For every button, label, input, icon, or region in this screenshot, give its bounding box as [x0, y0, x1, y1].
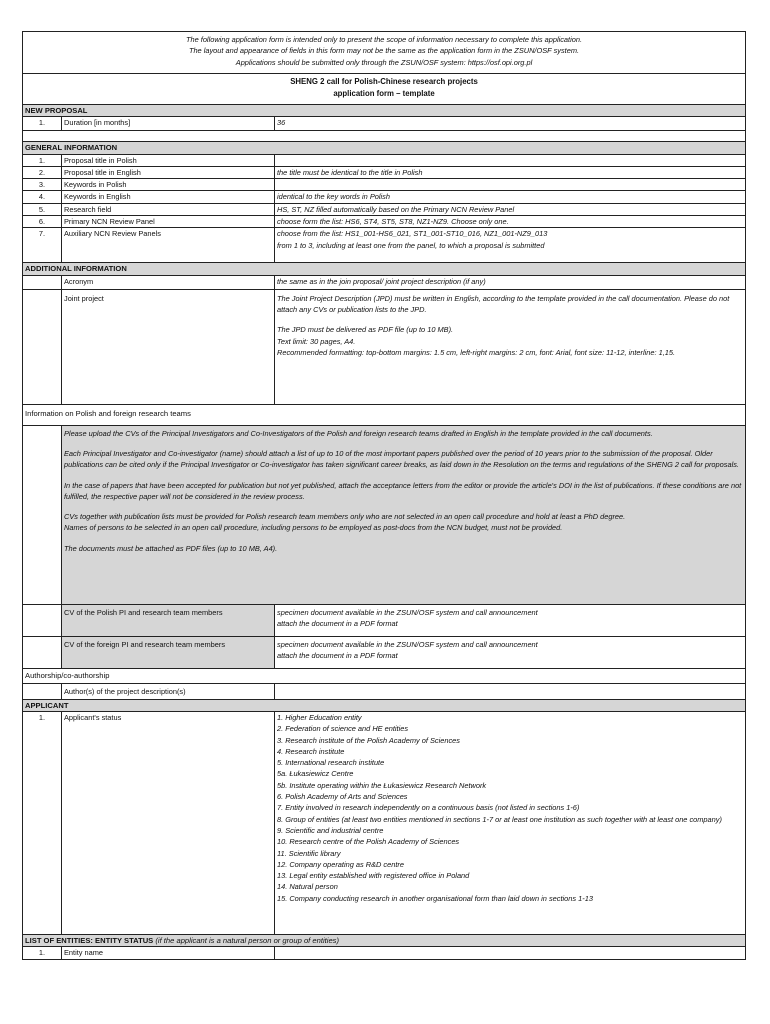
form-row [23, 228, 746, 263]
entities-header-title: LIST OF ENTITIES: ENTITY STATUS [25, 935, 154, 945]
joint-project-hint-1: The Joint Project Description (JPD) must be written in English, according to the template provided in the call documentation. Please do not attach any CVs or publication lists to the JPD. [277, 293, 730, 314]
joint-project-pdf-note: The JPD must be delivered as PDF file (up to 10 MB). [277, 325, 454, 335]
cv-polish-hint-2: attach the document in a PDF format [277, 618, 398, 628]
field-label: Acronym [62, 275, 275, 289]
auxiliary-panels-hint-1: choose from the list: HS1_001-HS6_021, ST1_001-ST10_016, NZ1_001-NZ9_013 [277, 229, 548, 239]
field-label: Auxiliary NCN Review Panels [62, 228, 275, 263]
status-option[interactable]: 1. Higher Education entity [277, 712, 362, 722]
row-number: 1. [23, 117, 62, 131]
field-value-title-en[interactable]: the title must be identical to the title in Polish [275, 166, 746, 178]
form-row [23, 604, 746, 636]
row-number: 7. [23, 228, 62, 263]
teams-instructions-row [23, 425, 746, 604]
status-option[interactable]: 13. Legal entity established with registered office in Poland [277, 871, 470, 881]
form-title-line-1: SHENG 2 call for Polish-Chinese research projects [290, 77, 478, 86]
field-value-title-pl[interactable] [275, 154, 746, 166]
status-option[interactable]: 5a. Łukasiewicz Centre [277, 769, 354, 779]
section-header [23, 934, 746, 946]
cv-polish-hint-1: specimen document available in the ZSUN/OSF system and call announcement [277, 607, 538, 617]
field-label: CV of the foreign PI and research team members [62, 636, 275, 668]
field-label: Duration [in months] [62, 117, 275, 131]
spacer-row [23, 131, 746, 142]
field-value-joint-project[interactable] [275, 289, 746, 404]
form-row [23, 166, 746, 178]
intro-line-3: Applications should be submitted only through the ZSUN/OSF system: https://osf.opi.org.pl [235, 57, 533, 67]
applicant-status-list [277, 712, 743, 904]
section-header: Information on Polish and foreign research teams [23, 404, 746, 425]
joint-project-hint-2 [277, 324, 743, 358]
form-row [23, 947, 746, 959]
field-value-cv-foreign[interactable] [275, 636, 746, 668]
teams-instruction-4a: CVs together with publication lists must be provided for Polish research team members only who are not selected in an open call procedure and hold at least a PhD degree. [64, 512, 626, 522]
form-table [22, 31, 746, 960]
status-option[interactable]: 12. Company operating as R&D centre [277, 859, 404, 869]
form-row [23, 117, 746, 131]
field-value-keywords-pl[interactable] [275, 179, 746, 191]
status-option[interactable]: 4. Research institute [277, 746, 345, 756]
row-number: 1. [23, 154, 62, 166]
title-row [23, 74, 746, 105]
field-label: Proposal title in English [62, 166, 275, 178]
field-value-authors[interactable] [275, 683, 746, 699]
status-option[interactable]: 3. Research institute of the Polish Academy of Sciences [277, 735, 460, 745]
row-number: 4. [23, 191, 62, 203]
joint-project-text-limit: Text limit: 30 pages, A4. [277, 336, 356, 346]
field-label: Entity name [62, 947, 275, 959]
field-value-entity-name[interactable] [275, 947, 746, 959]
section-general [23, 142, 746, 154]
intro-line-1: The following application form is intended only to present the scope of information necessary to complete this application. [185, 35, 583, 44]
field-label: Research field [62, 203, 275, 215]
status-option[interactable]: 2. Federation of science and HE entities [277, 724, 409, 734]
form-title [23, 74, 746, 105]
field-label: Applicant's status [62, 711, 275, 934]
form-row [23, 191, 746, 203]
auxiliary-panels-hint-2: from 1 to 3, including at least one from the panel, to which a proposal is submitted [277, 240, 545, 250]
joint-project-formatting: Recommended formatting: top-bottom margins: 1.5 cm, left-right margins: 2 cm, font: Arial, font size: 11-12, interline: 1,15. [277, 347, 676, 357]
field-label: Proposal title in Polish [62, 154, 275, 166]
status-option[interactable]: 5b. Institute operating within the Łukasiewicz Research Network [277, 780, 487, 790]
status-option[interactable]: 7. Entity involved in research independently on a continuous basis (not listed in sections 1-6) [277, 803, 580, 813]
section-additional [23, 263, 746, 275]
teams-instructions [62, 425, 746, 604]
applicant-status-options[interactable] [275, 711, 746, 934]
field-value-research-field[interactable]: HS, ST, NZ filled automatically based on the Primary NCN Review Panel [275, 203, 746, 215]
section-header: NEW PROPOSAL [23, 105, 746, 117]
form-title-line-2: application form – template [333, 89, 435, 98]
form-row [23, 203, 746, 215]
cv-foreign-hint-1: specimen document available in the ZSUN/OSF system and call announcement [277, 639, 538, 649]
field-label: Primary NCN Review Panel [62, 216, 275, 228]
intro-line-2: The layout and appearance of fields in this form may not be the same as the application form in the ZSUN/OSF system. [188, 46, 580, 56]
field-value-auxiliary-panels[interactable] [275, 228, 746, 263]
form-row [23, 179, 746, 191]
section-header: Authorship/co-authorship [23, 668, 746, 683]
form-row [23, 636, 746, 668]
form-row [23, 216, 746, 228]
teams-instruction-2: Each Principal Investigator and Co-investigator (name) should attach a list of up to 10 of the most important papers published over the period of 10 years prior to the submission of the proposal. Older publications can be cited only if the Principal Investigator or Co-investigator has taken significant career breaks, as laid down in the Resolution on the terms and regulations of the SHENG 2 call for proposals. [64, 448, 739, 470]
entities-header-note: (if the applicant is a natural person or group of entities) [153, 935, 339, 945]
intro-row [23, 32, 746, 74]
section-header: GENERAL INFORMATION [23, 142, 746, 154]
status-option[interactable]: 10. Research centre of the Polish Academy of Sciences [277, 837, 460, 847]
form-row [23, 711, 746, 934]
row-number: 5. [23, 203, 62, 215]
form-row [23, 683, 746, 699]
status-option[interactable]: 5. International research institute [277, 758, 385, 768]
teams-instruction-4 [64, 511, 743, 534]
field-value-acronym[interactable]: the same as in the join proposal/ joint project description (if any) [275, 275, 746, 289]
field-label: CV of the Polish PI and research team members [62, 604, 275, 636]
teams-instruction-3: In the case of papers that have been accepted for publication but not yet published, attach the acceptance letters from the editor or provide the article's DOI in the list of publications. If these conditions are not fulfilled, the respective paper will not be considered in the review process. [64, 480, 742, 501]
row-number: 6. [23, 216, 62, 228]
row-number: 1. [23, 711, 62, 934]
field-value-duration[interactable]: 36 [275, 117, 746, 131]
form-row [23, 289, 746, 404]
status-option[interactable]: 8. Group of entities (at least two entities mentioned in sections 1-7 or at least one institution as such together with at least one company) [277, 814, 722, 824]
field-value-keywords-en[interactable]: identical to the key words in Polish [275, 191, 746, 203]
status-option[interactable]: 9. Scientific and industrial centre [277, 825, 384, 835]
section-teams [23, 404, 746, 425]
intro-notice [23, 32, 746, 74]
teams-instruction-5: The documents must be attached as PDF files (up to 10 MB, A4). [64, 543, 278, 553]
form-row [23, 275, 746, 289]
field-value-cv-polish[interactable] [275, 604, 746, 636]
field-label: Author(s) of the project description(s) [62, 683, 275, 699]
section-header: ADDITIONAL INFORMATION [23, 263, 746, 275]
field-label: Joint project [62, 289, 275, 404]
status-option[interactable]: 14. Natural person [277, 882, 338, 892]
section-entities [23, 934, 746, 946]
section-applicant [23, 699, 746, 711]
form-row [23, 154, 746, 166]
section-new-proposal [23, 105, 746, 117]
section-authorship [23, 668, 746, 683]
teams-instruction-1: Please upload the CVs of the Principal Investigators and Co-Investigators of the Polish and foreign research teams drafted in English in the template provided in the call documents. [64, 428, 653, 438]
status-option[interactable]: 15. Company conducting research in another organisational form than laid down in sections 1-13 [277, 893, 593, 903]
cv-foreign-hint-2: attach the document in a PDF format [277, 650, 398, 660]
field-label: Keywords in Polish [62, 179, 275, 191]
section-header: APPLICANT [23, 699, 746, 711]
row-number: 3. [23, 179, 62, 191]
status-option[interactable]: 6. Polish Academy of Arts and Sciences [277, 792, 408, 802]
teams-instruction-4b: Names of persons to be selected in an open call procedure, including persons to be employed as post-docs from the NCN budget, must not be provided. [64, 523, 563, 533]
row-number: 2. [23, 166, 62, 178]
row-number: 1. [23, 947, 62, 959]
field-value-primary-panel[interactable]: choose form the list: HS6, ST4, ST5, ST8, NZ1-NZ9. Choose only one. [275, 216, 746, 228]
application-form [22, 31, 745, 960]
status-option[interactable]: 11. Scientific library [277, 848, 341, 858]
field-label: Keywords in English [62, 191, 275, 203]
